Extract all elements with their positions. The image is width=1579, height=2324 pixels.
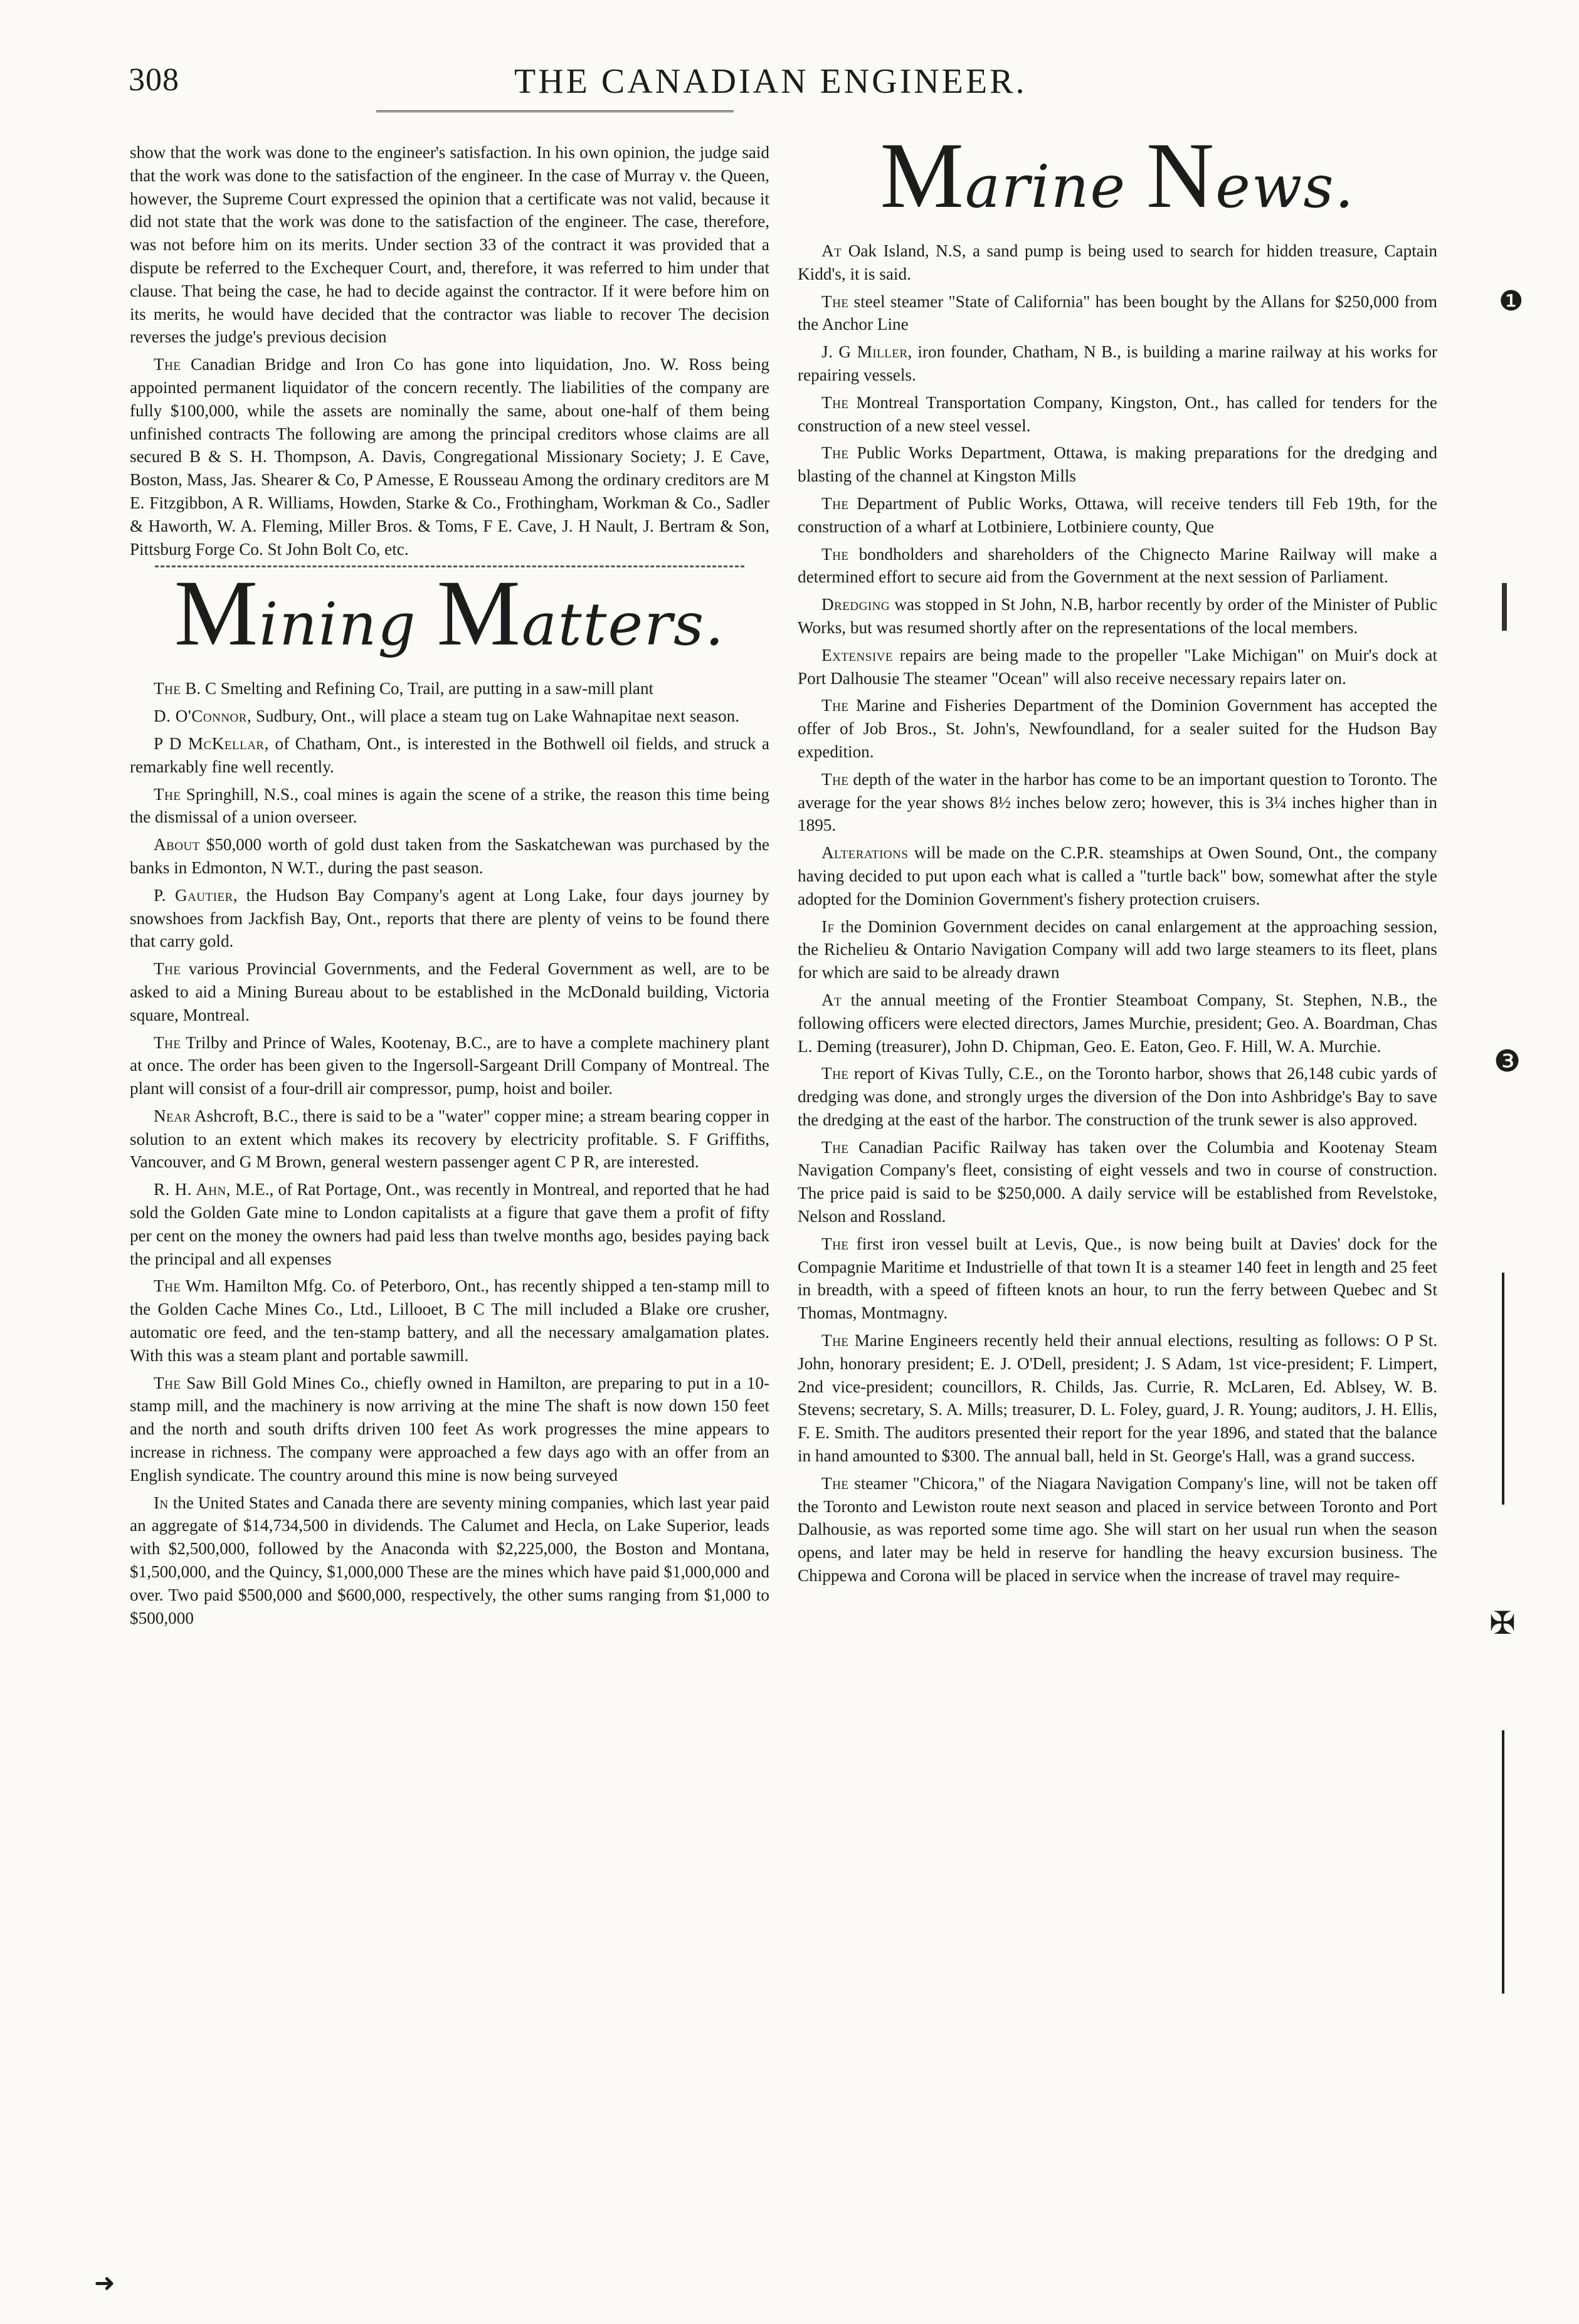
paragraph-lead-word: The	[821, 1331, 849, 1350]
mining-matters-heading	[130, 561, 769, 666]
paragraph-text: Department of Public Works, Ottawa, will receive tenders till Feb 19th, for the construction of a wharf at Lotbiniere, Lotbiniere county, Que	[798, 493, 1437, 536]
article-paragraph	[798, 915, 1437, 984]
paragraph-lead-word: Alterations	[821, 843, 909, 863]
right-column	[798, 124, 1437, 1592]
article-paragraph	[130, 1275, 769, 1367]
paragraph-text: M.E., of Rat Portage, Ont., was recently in Montreal, and reported that he had sold the Golden Gate mine to London capitalists at a figure that gave them a profit of fifty per cent on the money the owners had paid less than twelve months ago, besides paying back the principal and all expenses	[130, 1180, 770, 1268]
article-paragraph	[130, 677, 769, 700]
article-paragraph	[798, 989, 1437, 1058]
article-paragraph	[130, 1031, 769, 1100]
article-paragraph	[798, 644, 1437, 690]
article-paragraph	[130, 957, 769, 1026]
article-paragraph	[130, 1372, 769, 1487]
article-paragraph	[798, 1136, 1437, 1228]
page-header	[0, 36, 1579, 112]
paragraph-lead-word: The	[821, 493, 849, 513]
header-rule	[376, 110, 734, 114]
heading-word: arine	[964, 153, 1146, 221]
paragraph-lead-word: At	[821, 990, 842, 1009]
paragraph-text: Springhill, N.S., coal mines is again the scene of a strike, the reason this time being the dismissal of a union overseer.	[130, 784, 769, 827]
paragraph-text: Montreal Transportation Company, Kingston, Ont., has called for tenders for the construction of a new steel vessel.	[798, 392, 1437, 435]
marine-news-heading	[798, 124, 1437, 228]
article-paragraph	[130, 1105, 769, 1174]
paragraph-text: steamer "Chicora," of the Niagara Navigation Company's line, will not be taken off the Toronto and Lewiston route next season and placed in service between Toronto and Port Dalhousie, as was reported some time ago. She will start on her usual run when the season opens, and later may be held in reserve for handling the heavy excursion business. The Chippewa and Corona will be placed in service when the increase of travel may require-	[798, 1473, 1437, 1585]
paragraph-lead-word: The	[821, 292, 849, 311]
paragraph-text: depth of the water in the harbor has come to be an important question to Toronto. The average for the year shows 8½ inches below zero; however, this is 3¼ inches higher than in 1895.	[798, 769, 1437, 835]
paragraph-lead-word: Dredging	[821, 595, 890, 614]
paragraph-text: Sudbury, Ont., will place a steam tug on Lake Wahnapitae next season.	[251, 707, 739, 726]
paragraph-lead-word: Extensive	[821, 645, 893, 665]
mining-matters-paragraphs	[130, 677, 769, 1629]
article-paragraph	[130, 705, 769, 728]
paragraph-lead-word: The	[154, 784, 181, 804]
paragraph-text: steel steamer "State of California" has been bought by the Allans for $250,000 from the Anchor Line	[798, 292, 1437, 334]
paragraph-lead-word: D. O'Connor,	[154, 707, 252, 726]
margin-blot: ✠	[1489, 1606, 1516, 1641]
paragraph-text: Public Works Department, Ottawa, is making preparations for the dredging and blasting of the channel at Kingston Mills	[798, 443, 1437, 486]
paragraph-lead-word: At	[821, 241, 842, 260]
paragraph-text: Oak Island, N.S, a sand pump is being used to search for hidden treasure, Captain Kidd's, it is said.	[798, 241, 1437, 283]
paragraph-lead-word: About	[154, 835, 200, 854]
heading-word: atters.	[521, 591, 726, 660]
article-paragraph	[130, 141, 769, 349]
article-paragraph	[798, 841, 1437, 910]
paragraph-lead-word: The	[821, 1137, 849, 1157]
paragraph-lead-word: J. G Miller,	[821, 342, 912, 362]
paragraph-lead-word: The	[154, 959, 181, 979]
article-paragraph	[798, 694, 1437, 763]
left-column	[130, 141, 769, 1634]
article-paragraph	[798, 593, 1437, 639]
paragraph-text: the United States and Canada there are seventy mining companies, which last year paid an aggregate of $14,734,500 in dividends. The Calumet and Hecla, on Lake Superior, leads with $2,500,000, followed by the Anaconda with $2,225,000, the Boston and Montana, $1,500,000, and the Quincy, $1,000,000 These are the mines which have paid $1,000,000 and over. Two paid $500,000 and $600,000, respectively, the other sums ranging from $1,000 to $500,000	[130, 1493, 769, 1627]
article-paragraph	[798, 340, 1437, 387]
paragraph-text: various Provincial Governments, and the Federal Government as well, are to be asked to aid a Mining Bureau about to be established in the McDonald building, Victoria square, Montreal.	[130, 959, 769, 1024]
heading-initial: N	[1146, 124, 1216, 228]
paragraph-text: Ashcroft, B.C., there is said to be a "water" copper mine; a stream bearing copper in solution to an extent which makes its recovery by electricity profitable. S. F Griffiths, Vancouver, and G M Brown, general western passenger agent C P R, are interested.	[130, 1106, 769, 1172]
article-paragraph	[798, 1329, 1437, 1468]
article-paragraph	[130, 353, 769, 560]
article-paragraph	[798, 391, 1437, 438]
paragraph-text: first iron vessel built at Levis, Que., is now being built at Davies' dock for the Compagnie Maritime et Industrielle of that town It is a steamer 140 feet in length and 25 feet in breadth, with a speed of fifteen knots an hour, to run the ferry between Quebec and St Thomas, Montmagny.	[798, 1234, 1437, 1323]
paragraph-lead-word: The	[821, 443, 849, 463]
article-paragraph	[130, 732, 769, 779]
marine-news-paragraphs	[798, 239, 1437, 1587]
heading-initial: M	[436, 561, 522, 666]
paragraph-lead-word: The	[154, 1276, 181, 1296]
article-paragraph	[798, 239, 1437, 286]
heading-initial: M	[174, 561, 260, 666]
paragraph-lead-word: R. H. Ahn,	[154, 1180, 231, 1199]
paragraph-text: Canadian Bridge and Iron Co has gone into liquidation, Jno. W. Ross being appointed permanent liquidator of the concern recently. The liabilities of the company are fully $100,000, while the assets are nominally the same, about one-half of them being unfinished contracts The following are among the principal creditors whose claims are all secured B & S. H. Thompson, A. Davis, Congregational Missionary Society; J. E Cave, Boston, Mass, Jas. Shearer & Co, P Amesse, E Rousseau Among the ordinary creditors are M E. Fitzgibbon, A R. Williams, Howden, Starke & Co., Frothingham, Workman & Co., Sadler & Haworth, W. A. Fleming, Miller Bros. & Toms, F E. Cave, J. H Nault, J. Bertram & Son, Pittsburg Forge Co. St John Bolt Co, etc.	[130, 355, 769, 559]
paragraph-lead-word: The	[154, 679, 181, 698]
article-paragraph	[798, 441, 1437, 488]
paragraph-text: Wm. Hamilton Mfg. Co. of Peterboro, Ont., has recently shipped a ten-stamp mill to the Golden Cache Mines Co., Ltd., Lillooet, B C The mill included a Blake ore crusher, automatic ore feed, and the ten-stamp battery, and all the necessary amalgamation plates. With this was a steam plant and portable sawmill.	[130, 1276, 769, 1365]
article-paragraph	[798, 492, 1437, 539]
paragraph-lead-word: P. Gautier,	[154, 885, 238, 905]
paragraph-lead-word: The	[821, 544, 849, 564]
paragraph-text: was stopped in St John, N.B, harbor recently by order of the Minister of Public Works, but was resumed shortly after on the representations of the local members.	[798, 595, 1437, 637]
article-paragraph	[130, 1491, 769, 1630]
paragraph-text: show that the work was done to the engineer's satisfaction. In his own opinion, the judge said that the work was done to the satisfaction of the engineer. In the case of Murray v. the Queen, however, the Supreme Court expressed the opinion that a certificate was not valid, because it did not state that the work was done to the satisfaction of the engineer. The case, therefore, was not before him on its merits. Under section 33 of the contract it was provided that a dispute be referred to the Exchequer Court, and, therefore, it was referred to him under that clause. That being the case, he had to decide against the contractor. If it were before him on its merits, he would have decided that the contractor was liable to recover The decision reverses the judge's previous decision	[130, 143, 769, 347]
article-paragraph	[798, 768, 1437, 837]
paragraph-text: the annual meeting of the Frontier Steamboat Company, St. Stephen, N.B., the following officers were elected directors, James Murchie, president; Geo. A. Boardman, Chas L. Deming (treasurer), John D. Chipman, Geo. E. Eaton, Geo. F. Hill, W. A. Murchie.	[798, 990, 1437, 1056]
paragraph-text: the Hudson Bay Company's agent at Long Lake, four days journey by snowshoes from Jackfish Bay, Ont., reports that there are plenty of veins to be found there that carry gold.	[130, 885, 769, 951]
article-paragraph	[130, 884, 769, 953]
margin-blot: ❸	[1494, 1045, 1521, 1078]
paragraph-lead-word: The	[821, 1473, 849, 1493]
margin-blot: ❶	[1499, 286, 1524, 317]
paragraph-lead-word: The	[154, 355, 181, 374]
paragraph-lead-word: The	[821, 1064, 849, 1083]
paragraph-text: repairs are being made to the propeller "Lake Michigan" on Muir's dock at Port Dalhousie The steamer "Ocean" will also receive necessary repairs later on.	[798, 645, 1437, 688]
paragraph-lead-word: The	[821, 392, 849, 412]
article-paragraph	[798, 1233, 1437, 1325]
article-paragraph	[798, 290, 1437, 337]
heading-word: ews.	[1215, 153, 1355, 221]
article-paragraph	[798, 1472, 1437, 1587]
margin-mark	[1502, 583, 1507, 631]
paragraph-text: Marine and Fisheries Department of the Dominion Government has accepted the offer of Job Bros., St. John's, Newfoundland, for a sealer suited for the Hudson Bay expedition.	[798, 696, 1437, 761]
paragraph-text: B. C Smelting and Refining Co, Trail, are putting in a saw-mill plant	[181, 679, 654, 698]
paragraph-lead-word: The	[821, 769, 849, 789]
paragraph-text: the Dominion Government decides on canal enlargement at the approaching session, the Richelieu & Ontario Navigation Company will add two large steamers to its fleet, plans for which are said to be already drawn	[798, 917, 1437, 982]
article-paragraph	[798, 543, 1437, 589]
paragraph-lead-word: In	[154, 1493, 169, 1512]
margin-arrow-mark: ➜	[94, 2269, 115, 2297]
paragraph-text: Saw Bill Gold Mines Co., chiefly owned in Hamilton, are preparing to put in a 10-stamp mill, and the machinery is now arriving at the mine The shaft is now down 150 feet and the north and south drifts driven 100 feet As work progresses the mine appears to increase in richness. The company were approached a few days ago with an offer from an English syndicate. The country around this mine is now being surveyed	[130, 1373, 769, 1485]
heading-initial: M	[880, 124, 965, 228]
paragraph-text: Marine Engineers recently held their annual elections, resulting as follows: O P St. John, honorary president; E. J. O'Dell, president; J. S Adam, 1st vice-president; F. Limpert, 2nd vice-president; councillors, R. Childs, Jas. Currie, R. McLaren, Ed. Ablsey, W. B. Stevens; secretary, S. A. Mills; treasurer, D. L. Foley, guard, J. R. Young; auditors, J. H. Ellis, F. E. Smith. The auditors presented their report for the year 1896, and stated that the balance in hand amounted to $300. The annual ball, held in St. George's Hall, was a grand success.	[798, 1331, 1437, 1466]
paragraph-text: of Chatham, Ont., is interested in the Bothwell oil fields, and struck a remarkably fine well recently.	[130, 733, 769, 776]
article-paragraph	[130, 783, 769, 829]
paragraph-lead-word: The	[154, 1373, 181, 1392]
paragraph-lead-word: Near	[154, 1106, 191, 1125]
paragraph-text: $50,000 worth of gold dust taken from the Saskatchewan was purchased by the banks in Edmonton, N W.T., during the past season.	[130, 835, 769, 877]
margin-line	[1502, 1730, 1504, 1994]
paragraph-text: report of Kivas Tully, C.E., on the Toronto harbor, shows that 26,148 cubic yards of dredging was done, and strongly urges the diversion of the Don into Ashbridge's Bay to save the dredging at the east of the harbor. The construction of the trunk sewer is also approved.	[798, 1064, 1437, 1129]
paragraph-text: will be made on the C.P.R. steamships at Owen Sound, Ont., the company having decided to put upon each what is called a "turtle back" bow, somewhat after the style adopted for the Dominion Government's fishery protection cruisers.	[798, 843, 1437, 908]
page-number: 308	[129, 62, 179, 98]
article-paragraph	[798, 1062, 1437, 1131]
paragraph-text: Trilby and Prince of Wales, Kootenay, B.C., are to have a complete machinery plant at once. The order has been given to the Ingersoll-Sargeant Drill Company of Montreal. The plant will consist of a four-drill air compressor, pump, hoist and boiler.	[130, 1033, 769, 1098]
paragraph-text: iron founder, Chatham, N B., is building a marine railway at his works for repairing vessels.	[798, 342, 1437, 384]
journal-title: THE CANADIAN ENGINEER.	[514, 62, 1027, 101]
paragraph-text: bondholders and shareholders of the Chignecto Marine Railway will make a determined effort to secure aid from the Government at the next session of Parliament.	[798, 544, 1437, 587]
left-top-paragraphs	[130, 141, 769, 560]
margin-line	[1502, 1273, 1504, 1505]
paragraph-lead-word: If	[821, 917, 835, 936]
paragraph-lead-word: The	[821, 1234, 849, 1253]
paragraph-lead-word: The	[154, 1033, 181, 1052]
heading-word: ining	[259, 591, 437, 660]
paragraph-text: Canadian Pacific Railway has taken over the Columbia and Kootenay Steam Navigation Company's fleet, consisting of eight vessels and two in course of construction. The price paid is said to be $250,000. A daily service will be established from Revelstoke, Nelson and Rossland.	[798, 1137, 1437, 1226]
article-paragraph	[130, 833, 769, 880]
paragraph-lead-word: The	[821, 696, 849, 715]
article-paragraph	[130, 1178, 769, 1270]
paragraph-lead-word: P D McKellar,	[154, 733, 269, 753]
